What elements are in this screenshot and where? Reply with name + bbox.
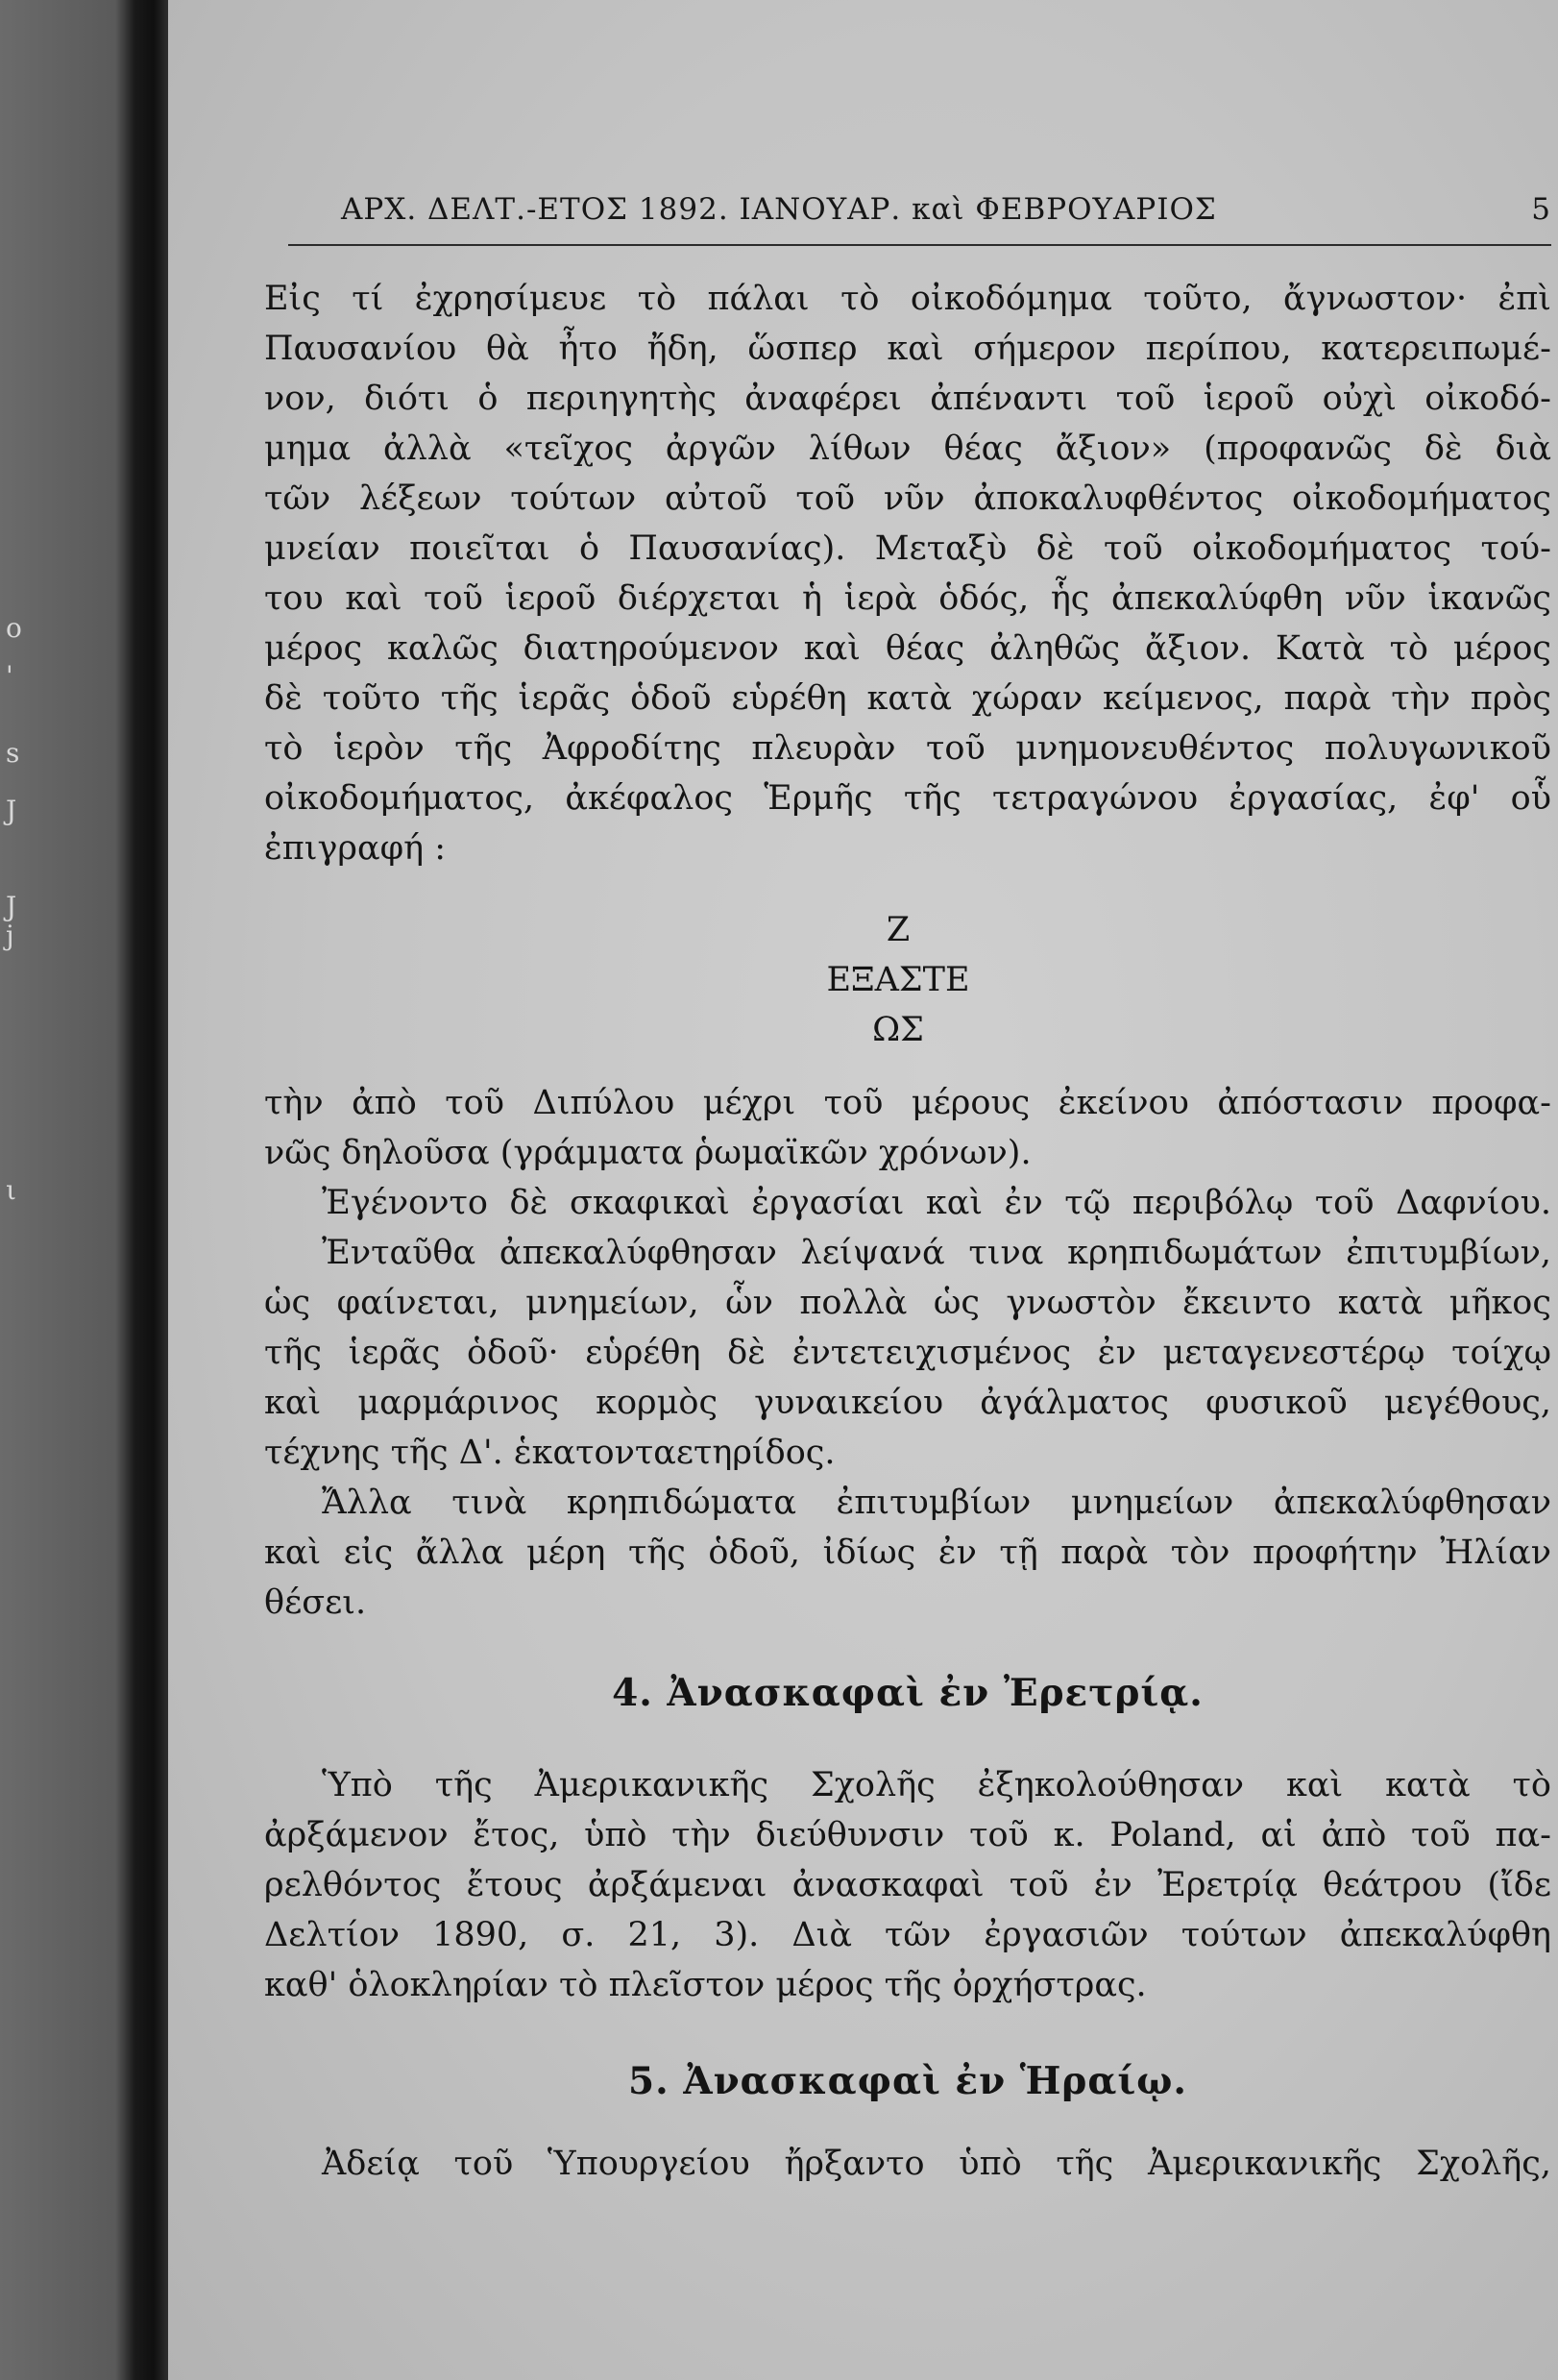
text-line: Ἐγένοντο δὲ σκαφικαὶ ἐργασίαι καὶ ἐν τῷ περιβόλῳ τοῦ Δαφνίου. bbox=[322, 1184, 1551, 1222]
inscription-line: ΕΞΑΣΤΕ bbox=[826, 961, 970, 999]
text-line: ἐπιγραφή : bbox=[264, 829, 447, 868]
text-line: Δελτίον 1890, σ. 21, 3). Διὰ τῶν ἐργασιῶν τούτων ἀπεκαλύφθη bbox=[264, 1916, 1551, 1954]
header-title: ΑΡΧ. ΔΕΛΤ.-ΕΤΟΣ 1892. ΙΑΝΟΥΑΡ. καὶ ΦΕΒΡΟΥΑΡΙΟΣ bbox=[341, 192, 1217, 227]
text-line: τῶν λέξεων τούτων αὐτοῦ τοῦ νῦν ἀποκαλυφθέντος οἰκοδομήματος bbox=[264, 479, 1551, 518]
edge-mark: J bbox=[6, 891, 17, 922]
text-line: Ἄλλα τινὰ κρηπιδώματα ἐπιτυμβίων μνημείων ἀπεκαλύφθησαν bbox=[322, 1484, 1551, 1522]
inscription-line: ΩΣ bbox=[872, 1011, 924, 1049]
page-number: 5 bbox=[1531, 192, 1551, 227]
text-line: οἰκοδομήματος, ἀκέφαλος Ἑρμῆς τῆς τετραγώνου ἐργασίας, ἐφ' οὗ bbox=[264, 779, 1551, 818]
edge-mark: j bbox=[6, 920, 14, 951]
edge-mark: ' bbox=[6, 660, 13, 692]
text-line: μημα ἀλλὰ «τεῖχος ἀργῶν λίθων θέας ἄξιον» (προφανῶς δὲ διὰ bbox=[264, 429, 1551, 468]
edge-mark: s bbox=[6, 737, 20, 769]
text-line: τὴν ἀπὸ τοῦ Διπύλου μέχρι τοῦ μέρους ἐκείνου ἀπόστασιν προφα- bbox=[264, 1084, 1551, 1122]
section-heading: 5. Ἀνασκαφαὶ ἐν Ἡραίῳ. bbox=[628, 2059, 1187, 2103]
book-spine-shadow bbox=[0, 0, 168, 2380]
text-line: καὶ μαρμάρινος κορμὸς γυναικείου ἀγάλματος φυσικοῦ μεγέθους, bbox=[264, 1384, 1551, 1422]
text-line: Ἀδείᾳ τοῦ Ὑπουργείου ἤρξαντο ὑπὸ τῆς Ἀμερικανικῆς Σχολῆς, bbox=[322, 2145, 1551, 2183]
text-line: μνείαν ποιεῖται ὁ Παυσανίας). Μεταξὺ δὲ τοῦ οἰκοδομήματος τού- bbox=[264, 529, 1551, 568]
text-line: δὲ τοῦτο τῆς ἱερᾶς ὁδοῦ εὑρέθη κατὰ χώραν κείμενος, παρὰ τὴν πρὸς bbox=[264, 679, 1551, 718]
text-line: καὶ εἰς ἄλλα μέρη τῆς ὁδοῦ, ἰδίως ἐν τῇ παρὰ τὸν προφήτην Ἠλίαν bbox=[264, 1534, 1551, 1572]
text-line: τέχνης τῆς Δ'. ἑκατονταετηρίδος. bbox=[264, 1434, 836, 1472]
text-line: νῶς δηλοῦσα (γράμματα ῥωμαϊκῶν χρόνων). bbox=[264, 1134, 1032, 1172]
text-line: ρελθόντος ἔτους ἀρξάμεναι ἀνασκαφαὶ τοῦ ἐν Ἐρετρίᾳ θεάτρου (ἴδε bbox=[264, 1866, 1551, 1904]
book-page bbox=[168, 0, 1558, 2380]
section-heading: 4. Ἀνασκαφαὶ ἐν Ἐρετρίᾳ. bbox=[612, 1671, 1204, 1715]
text-line: τὸ ἱερὸν τῆς Ἀφροδίτης πλευρὰν τοῦ μνημονευθέντος πολυγωνικοῦ bbox=[264, 729, 1551, 768]
text-line: Ἐνταῦθα ἀπεκαλύφθησαν λείψανά τινα κρηπιδωμάτων ἐπιτυμβίων, bbox=[322, 1234, 1551, 1272]
running-header bbox=[341, 192, 1551, 240]
text-line: θέσει. bbox=[264, 1583, 367, 1622]
text-line: νον, διότι ὁ περιηγητὴς ἀναφέρει ἀπέναντι τοῦ ἱεροῦ οὐχὶ οἰκοδό- bbox=[264, 380, 1551, 418]
text-line: μέρος καλῶς διατηρούμενον καὶ θέας ἀληθῶς ἄξιον. Κατὰ τὸ μέρος bbox=[264, 629, 1551, 668]
text-line: καθ' ὁλοκληρίαν τὸ πλεῖστον μέρος τῆς ὀρχήστρας. bbox=[264, 1966, 1147, 2004]
text-line: του καὶ τοῦ ἱεροῦ διέρχεται ἡ ἱερὰ ὁδός, ἧς ἀπεκαλύφθη νῦν ἱκανῶς bbox=[264, 579, 1551, 618]
text-line: ἀρξάμενον ἔτος, ὑπὸ τὴν διεύθυνσιν τοῦ κ. Poland, αἱ ἀπὸ τοῦ πα- bbox=[264, 1816, 1551, 1854]
edge-mark: ο bbox=[6, 612, 22, 644]
text-line: Εἰς τί ἐχρησίμευε τὸ πάλαι τὸ οἰκοδόμημα τοῦτο, ἄγνωστον· ἐπὶ bbox=[264, 280, 1551, 318]
text-line: Παυσανίου θὰ ἦτο ἤδη, ὥσπερ καὶ σήμερον περίπου, κατερειπωμέ- bbox=[264, 330, 1551, 368]
text-line: Ὑπὸ τῆς Ἀμερικανικῆς Σχολῆς ἐξηκολούθησαν καὶ κατὰ τὸ bbox=[322, 1766, 1551, 1804]
text-line: τῆς ἱερᾶς ὁδοῦ· εὑρέθη δὲ ἐντετειχισμένος ἐν μεταγενεστέρῳ τοίχῳ bbox=[264, 1334, 1551, 1372]
edge-mark: ι bbox=[6, 1174, 16, 1206]
inscription-line: Ζ bbox=[886, 911, 911, 949]
edge-mark: J bbox=[6, 795, 17, 826]
header-rule bbox=[288, 244, 1551, 246]
text-line: ὡς φαίνεται, μνημείων, ὧν πολλὰ ὡς γνωστὸν ἔκειντο κατὰ μῆκος bbox=[264, 1284, 1551, 1322]
